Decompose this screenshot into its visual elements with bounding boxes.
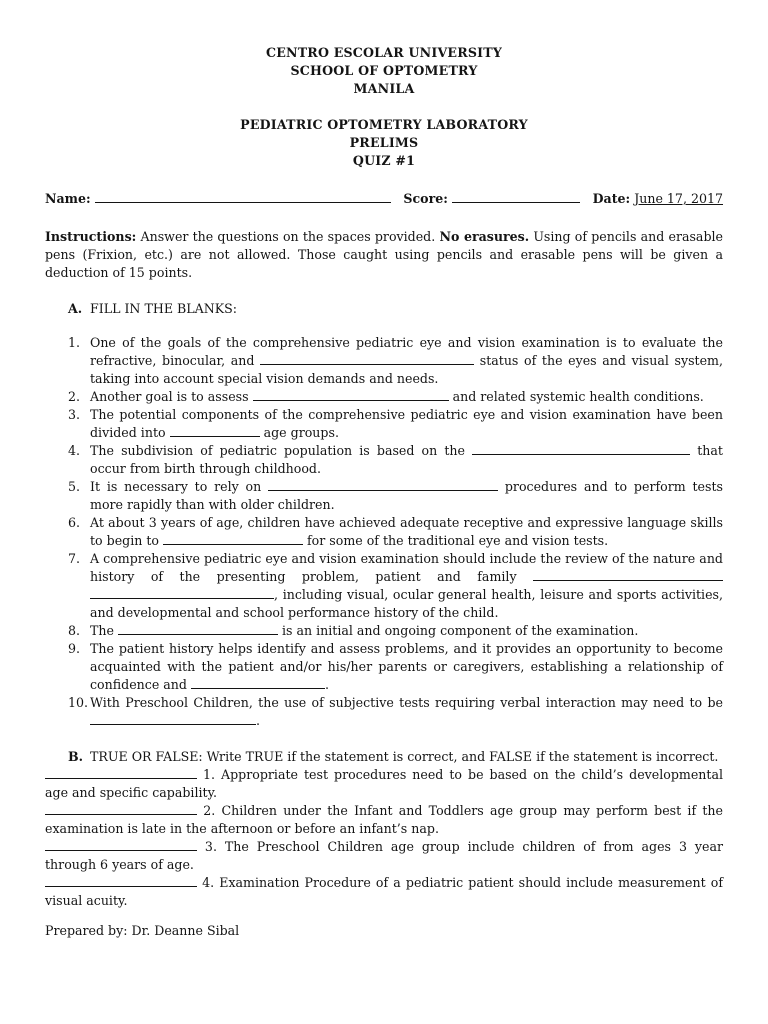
- list-item: [45, 478, 723, 514]
- question-text: , including visual, ocular general health, leisure and sports activities, and developmental and school performance history of the child.: [90, 587, 723, 620]
- instructions-label: Instructions:: [45, 229, 137, 244]
- question-text: At about 3 years of age, children have achieved adequate receptive and expressive language skills to begin to: [90, 515, 723, 548]
- prepared-by: Prepared by: Dr. Deanne Sibal: [45, 923, 240, 938]
- question-text: The: [90, 623, 118, 638]
- question-text: status of the eyes and visual system, taking into account special vision demands and needs.: [90, 353, 723, 386]
- item-number: 7.: [68, 551, 81, 566]
- item-number: 4.: [68, 443, 81, 458]
- document-header: [45, 44, 723, 170]
- date-field: [593, 190, 723, 208]
- answer-blank[interactable]: [260, 352, 474, 365]
- score-blank[interactable]: [452, 190, 580, 203]
- answer-blank[interactable]: [90, 712, 256, 725]
- list-item: [45, 442, 723, 478]
- answer-blank[interactable]: [268, 478, 498, 491]
- instructions-text-2: Using of pencils and erasable pens (Frixion, etc.) are not allowed. Those caught using pencils and erasable pens will be given a deduction of 15 points.: [45, 229, 723, 280]
- answer-blank[interactable]: [45, 838, 197, 851]
- question-text: procedures and to perform tests more rapidly than with older children.: [90, 479, 723, 512]
- item-number: 8.: [68, 623, 81, 638]
- question-text: is an initial and ongoing component of the examination.: [277, 623, 639, 638]
- section-a-title: FILL IN THE BLANKS:: [90, 301, 238, 316]
- question-text: A comprehensive pediatric eye and vision examination should include the review of the nature and history of the presenting problem, patient and family: [90, 551, 723, 584]
- fill-in-the-blanks-list: [45, 334, 723, 730]
- list-item: [45, 514, 723, 550]
- question-text: and related systemic health conditions.: [448, 389, 704, 404]
- question-text: .: [256, 713, 261, 728]
- question-text: The potential components of the comprehensive pediatric eye and vision examination have been divided into: [90, 407, 723, 440]
- name-label: Name:: [45, 191, 91, 206]
- school-name: SCHOOL OF OPTOMETRY: [290, 63, 478, 78]
- section-b-label: B.: [68, 749, 84, 764]
- true-false-item: [45, 766, 723, 802]
- answer-blank[interactable]: [191, 676, 325, 689]
- list-item: [45, 622, 723, 640]
- item-number: 6.: [68, 515, 81, 530]
- answer-blank[interactable]: [533, 568, 723, 581]
- quiz-page: [45, 44, 723, 940]
- true-false-item: [45, 802, 723, 838]
- item-number: 1.: [68, 335, 81, 350]
- answer-blank[interactable]: [170, 424, 260, 437]
- list-item: [45, 550, 723, 622]
- item-number: 3.: [68, 407, 81, 422]
- list-item: [45, 694, 723, 730]
- score-field[interactable]: [403, 190, 579, 208]
- name-field[interactable]: [45, 190, 391, 208]
- question-text: One of the goals of the comprehensive pediatric eye and vision examination is to evaluate the refractive, binocular, and: [90, 335, 723, 368]
- statement-text: 3. The Preschool Children age group include children of from ages 3 year through 6 years of age.: [45, 839, 723, 872]
- question-text: The patient history helps identify and assess problems, and it provides an opportunity to become acquainted with the patient and/or his/her parents or caregivers, establishing a relationship of confidence and: [90, 641, 723, 692]
- instructions-text-1: Answer the questions on the spaces provided.: [136, 229, 440, 244]
- section-a-label: A.: [68, 301, 83, 316]
- answer-blank[interactable]: [163, 532, 303, 545]
- section-a-heading: [45, 300, 723, 318]
- date-value: June 17, 2017: [634, 191, 723, 206]
- statement-text: 4. Examination Procedure of a pediatric patient should include measurement of visual acuity.: [45, 875, 723, 908]
- exam-title: PRELIMS: [349, 135, 419, 150]
- question-text: The subdivision of pediatric population is based on the: [90, 443, 473, 458]
- list-item: [45, 388, 723, 406]
- score-label: Score:: [403, 191, 448, 206]
- question-text: that occur from birth through childhood.: [90, 443, 723, 476]
- item-number: 9.: [68, 641, 81, 656]
- true-false-item: [45, 838, 723, 874]
- list-item: [45, 334, 723, 388]
- section-b-title: TRUE OR FALSE: Write TRUE if the statement is correct, and FALSE if the statement is incorrect.: [90, 749, 719, 764]
- question-text: .: [324, 677, 329, 692]
- item-number: 2.: [68, 389, 81, 404]
- answer-blank[interactable]: [45, 874, 197, 887]
- answer-blank[interactable]: [45, 766, 197, 779]
- list-item: [45, 640, 723, 694]
- quiz-title: QUIZ #1: [352, 153, 416, 168]
- true-false-item: [45, 874, 723, 910]
- answer-blank[interactable]: [253, 388, 449, 401]
- answer-blank[interactable]: [45, 802, 197, 815]
- name-blank[interactable]: [95, 190, 391, 203]
- answer-blank[interactable]: [118, 622, 278, 635]
- course-title: PEDIATRIC OPTOMETRY LABORATORY: [240, 117, 528, 132]
- question-text: It is necessary to rely on: [90, 479, 269, 494]
- statement-text: 1. Appropriate test procedures need to be based on the child’s developmental age and specific capability.: [45, 767, 723, 800]
- item-number: 10.: [68, 695, 89, 710]
- student-info-row: [45, 190, 723, 208]
- list-item: [45, 406, 723, 442]
- date-label: Date:: [592, 191, 631, 206]
- no-erasures-note: No erasures.: [439, 229, 530, 244]
- city-name: MANILA: [353, 81, 415, 96]
- question-text: for some of the traditional eye and vision tests.: [303, 533, 609, 548]
- question-text: Another goal is to assess: [90, 389, 253, 404]
- answer-blank-cont[interactable]: [90, 586, 274, 599]
- answer-blank[interactable]: [472, 442, 690, 455]
- instructions: [45, 228, 723, 282]
- question-text: With Preschool Children, the use of subjective tests requiring verbal interaction may need to be: [90, 695, 723, 710]
- item-number: 5.: [68, 479, 81, 494]
- question-text: age groups.: [259, 425, 339, 440]
- statement-text: 2. Children under the Infant and Toddlers age group may perform best if the examination is late in the afternoon or before an infant’s nap.: [45, 803, 723, 836]
- university-name: CENTRO ESCOLAR UNIVERSITY: [265, 45, 503, 60]
- section-b-heading: [45, 748, 723, 766]
